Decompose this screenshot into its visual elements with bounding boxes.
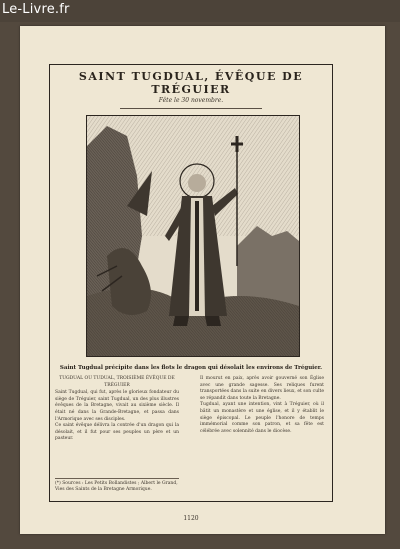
illustration-caption: Saint Tugdual précipite dans les flots le dragon qui désolait les environs de Tréguier. [59,365,323,371]
column-heading: TUGDUAL OU TUDUAL, TROISIÈME ÉVÊQUE DE TRÉGUIER [59,376,175,388]
paragraph: Il mourut en paix, après avoir gouverné son Église avec une grande sagesse. Ses reliques furent transportées dans la suite en divers lieux, et son culte se répandit dans toute la Bretagne. [200,376,324,401]
paragraph: Ce saint évêque délivra la contrée d'un dragon qui la désolait, et il fut pour ses peuples un père et un pasteur. [55,423,179,442]
brand-watermark: Le-Livre.fr [2,2,70,17]
page-title: SAINT TUGDUAL, ÉVÊQUE DE TRÉGUIER [78,70,304,96]
saint-and-dragon-engraving [87,116,299,356]
paragraph: Tugdual, ayant une intention, vint à Tréguier, où il bâtit un monastère et une église, et il y établit le siège épiscopal. Le peuple l'honore de temps immémorial comme son patron, et sa fête est célébrée avec solennité dans le diocèse. [200,402,324,434]
title-divider [120,108,262,109]
page-number: 1120 [183,515,199,522]
paragraph: Saint Tugdual, qui fut, après le glorieux fondateur du siège de Tréguier, saint Tugdual, un des plus illustres évêques de la Bretagne, vivait au sixième siècle. Il était né dans la Grande-Bretagne, et passa dans l'Armorique avec ses disciples. [55,390,179,422]
text-column-left [55,376,179,443]
text-column-right [200,376,324,435]
footnote: (*) Sources : Les Petits Bollandistes ; Albert le Grand, Vies des Saints de la Bretagne Armorique. [55,478,179,493]
feast-day: Fête le 30 novembre. [158,97,224,104]
watermark-bar [0,0,400,22]
engraving-illustration [86,115,300,357]
